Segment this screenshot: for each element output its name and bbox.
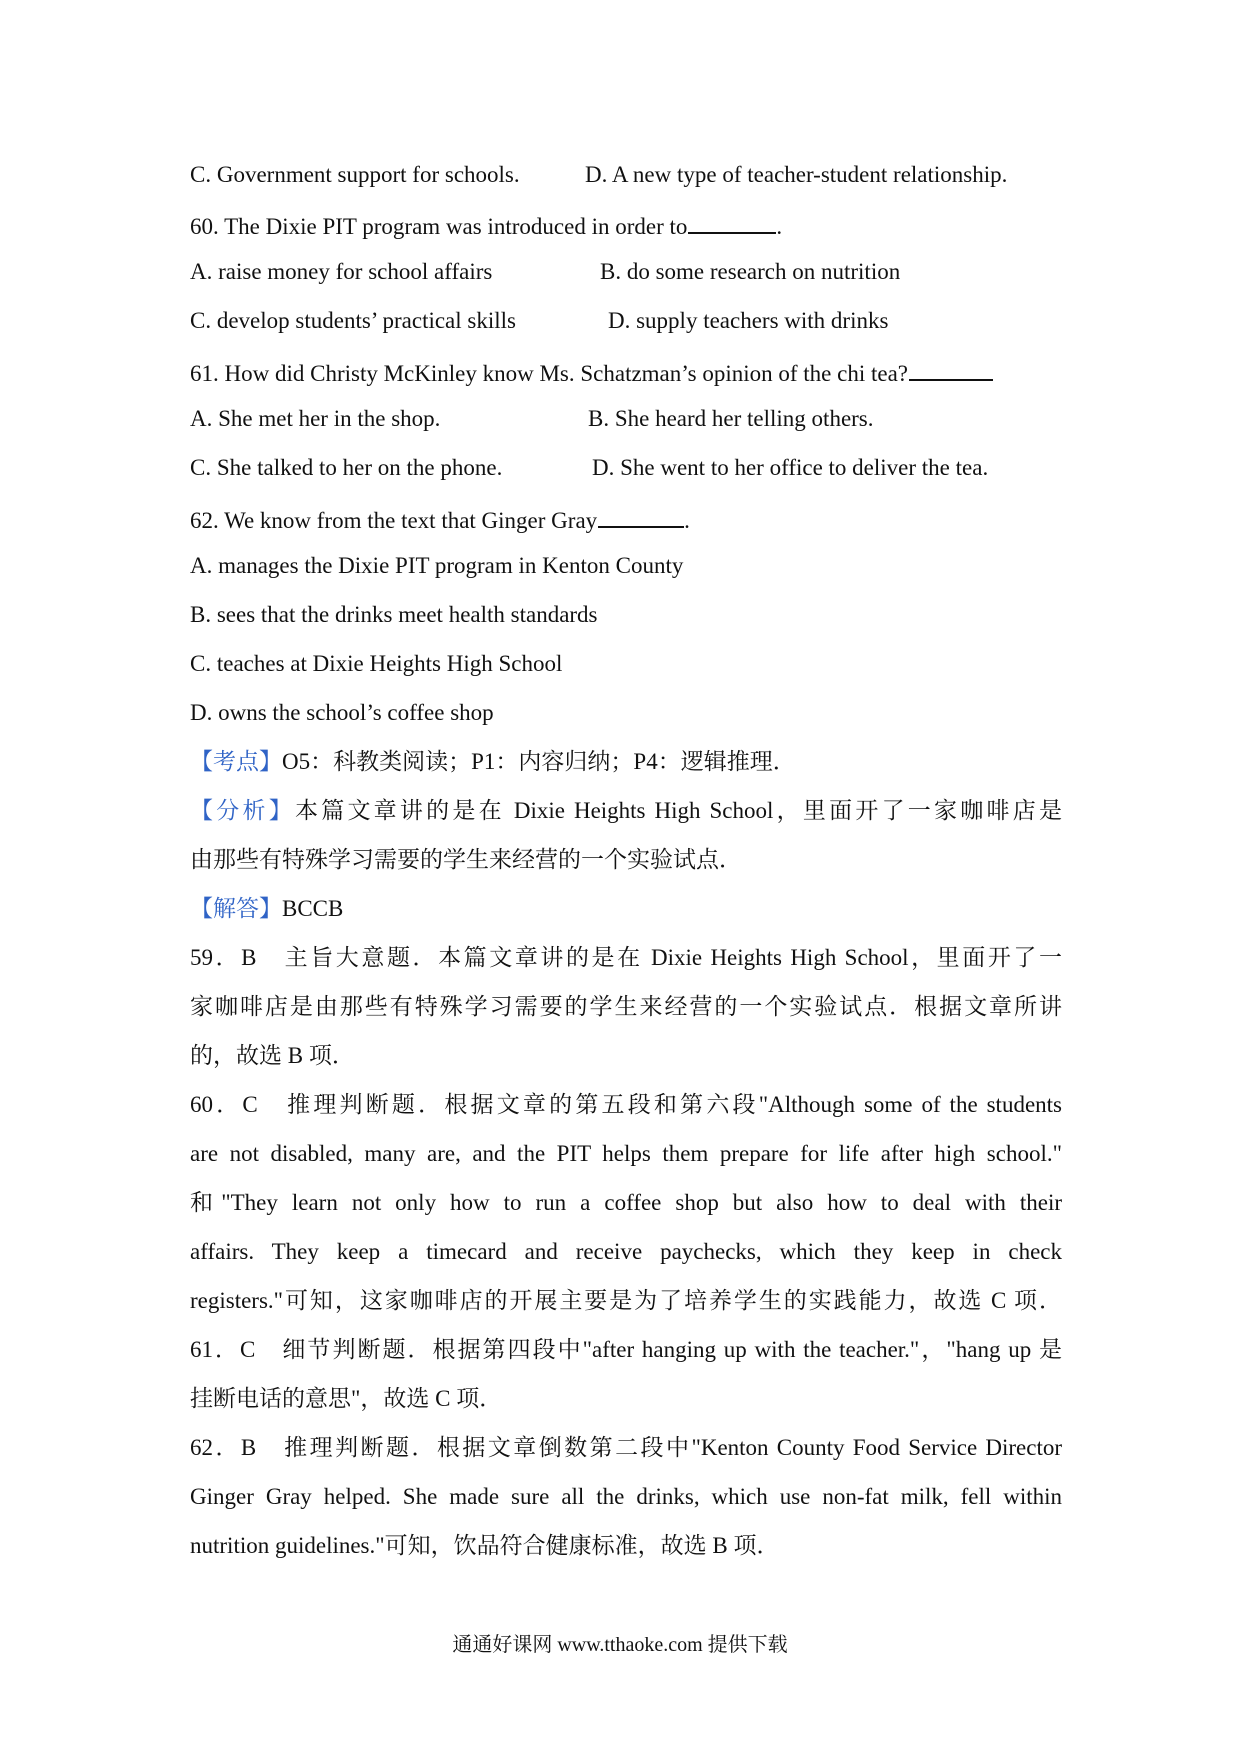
exp59-line-3: 的，故选 B 项． [190, 1043, 355, 1068]
q62-stem [190, 502, 1062, 536]
exp61-line-1: 61．C 细节判断题．根据第四段中"after hanging up with the teacher."，"hang up 是 [190, 1337, 1062, 1362]
exp60-line-5: registers."可知，这家咖啡店的开展主要是为了培养学生的实践能力，故选 C 项． [190, 1288, 1062, 1313]
q61-option-d: D. She went to her office to deliver the tea. [592, 455, 989, 480]
fenxi-row-2: 由那些有特殊学习需要的学生来经营的一个实验试点． [190, 847, 742, 872]
exp60-line-3: 和"They learn not only how to run a coffee shop but also how to deal with their [190, 1190, 1062, 1215]
fenxi-row-1 [190, 796, 1062, 826]
q59-option-d: D. A new type of teacher-student relationship. [585, 162, 1008, 187]
exp61-line-2: 挂断电话的意思"，故选 C 项． [190, 1386, 503, 1411]
q62-stem-end: . [684, 508, 690, 533]
kaodian-row [190, 747, 1062, 777]
q62-option-c: C. teaches at Dixie Heights High School [190, 651, 563, 676]
q60-option-a: A. raise money for school affairs [190, 259, 493, 284]
exp62-line-3: nutrition guidelines."可知，饮品符合健康标准，故选 B 项． [190, 1533, 780, 1558]
fenxi-tag: 【分析】 [190, 798, 295, 823]
q62-option-b: B. sees that the drinks meet health standards [190, 602, 598, 627]
jieda-tag: 【解答】 [190, 896, 282, 921]
exp59-line-1: 59．B 主旨大意题．本篇文章讲的是在 Dixie Heights High School，里面开了一 [190, 945, 1062, 970]
q60-option-d: D. supply teachers with drinks [608, 308, 889, 333]
fenxi-text-1: 本篇文章讲的是在 Dixie Heights High School，里面开了一家咖啡店是 [294, 798, 1063, 823]
q61-option-b: B. She heard her telling others. [588, 406, 874, 431]
q62-option-a: A. manages the Dixie PIT program in Kenton County [190, 553, 684, 578]
jieda-row [190, 894, 1062, 924]
exp60-line-4: affairs. They keep a timecard and receive paychecks, which they keep in check [190, 1239, 1062, 1264]
q62-stem-text: 62. We know from the text that Ginger Gray [190, 508, 598, 533]
page-footer: 通通好课网 www.tthaoke.com 提供下载 [452, 1634, 788, 1656]
exp59-line-2: 家咖啡店是由那些有特殊学习需要的学生来经营的一个实验试点．根据文章所讲 [190, 994, 1062, 1019]
exp60-line-1: 60．C 推理判断题．根据文章的第五段和第六段"Although some of the students [190, 1092, 1062, 1117]
q60-option-c: C. develop students’ practical skills [190, 308, 516, 333]
answer-blank [909, 355, 993, 381]
exp62-line-1: 62．B 推理判断题．根据文章倒数第二段中"Kenton County Food Service Director [190, 1435, 1062, 1460]
kaodian-text: O5：科教类阅读；P1：内容归纳；P4：逻辑推理． [282, 749, 796, 774]
kaodian-tag: 【考点】 [190, 749, 282, 774]
q61-option-a: A. She met her in the shop. [190, 406, 441, 431]
q59-option-c: C. Government support for schools. [190, 162, 520, 187]
q60-stem-end: . [776, 214, 783, 239]
q60-stem [190, 208, 1062, 242]
exp60-line-2: are not disabled, many are, and the PIT helps them prepare for life after high school." [190, 1141, 1062, 1166]
answer-blank [598, 502, 684, 528]
q61-stem [190, 355, 1062, 389]
q62-option-d: D. owns the school’s coffee shop [190, 700, 494, 725]
answer-blank [688, 208, 776, 234]
jieda-text: BCCB [282, 896, 344, 921]
exp62-line-2: Ginger Gray helped. She made sure all the drinks, which use non-fat milk, fell within [190, 1484, 1062, 1509]
q60-option-b: B. do some research on nutrition [600, 259, 901, 284]
q61-stem-text: 61. How did Christy McKinley know Ms. Schatzman’s opinion of the chi tea? [190, 361, 909, 386]
q60-stem-text: 60. The Dixie PIT program was introduced in order to [190, 214, 688, 239]
q61-option-c: C. She talked to her on the phone. [190, 455, 503, 480]
